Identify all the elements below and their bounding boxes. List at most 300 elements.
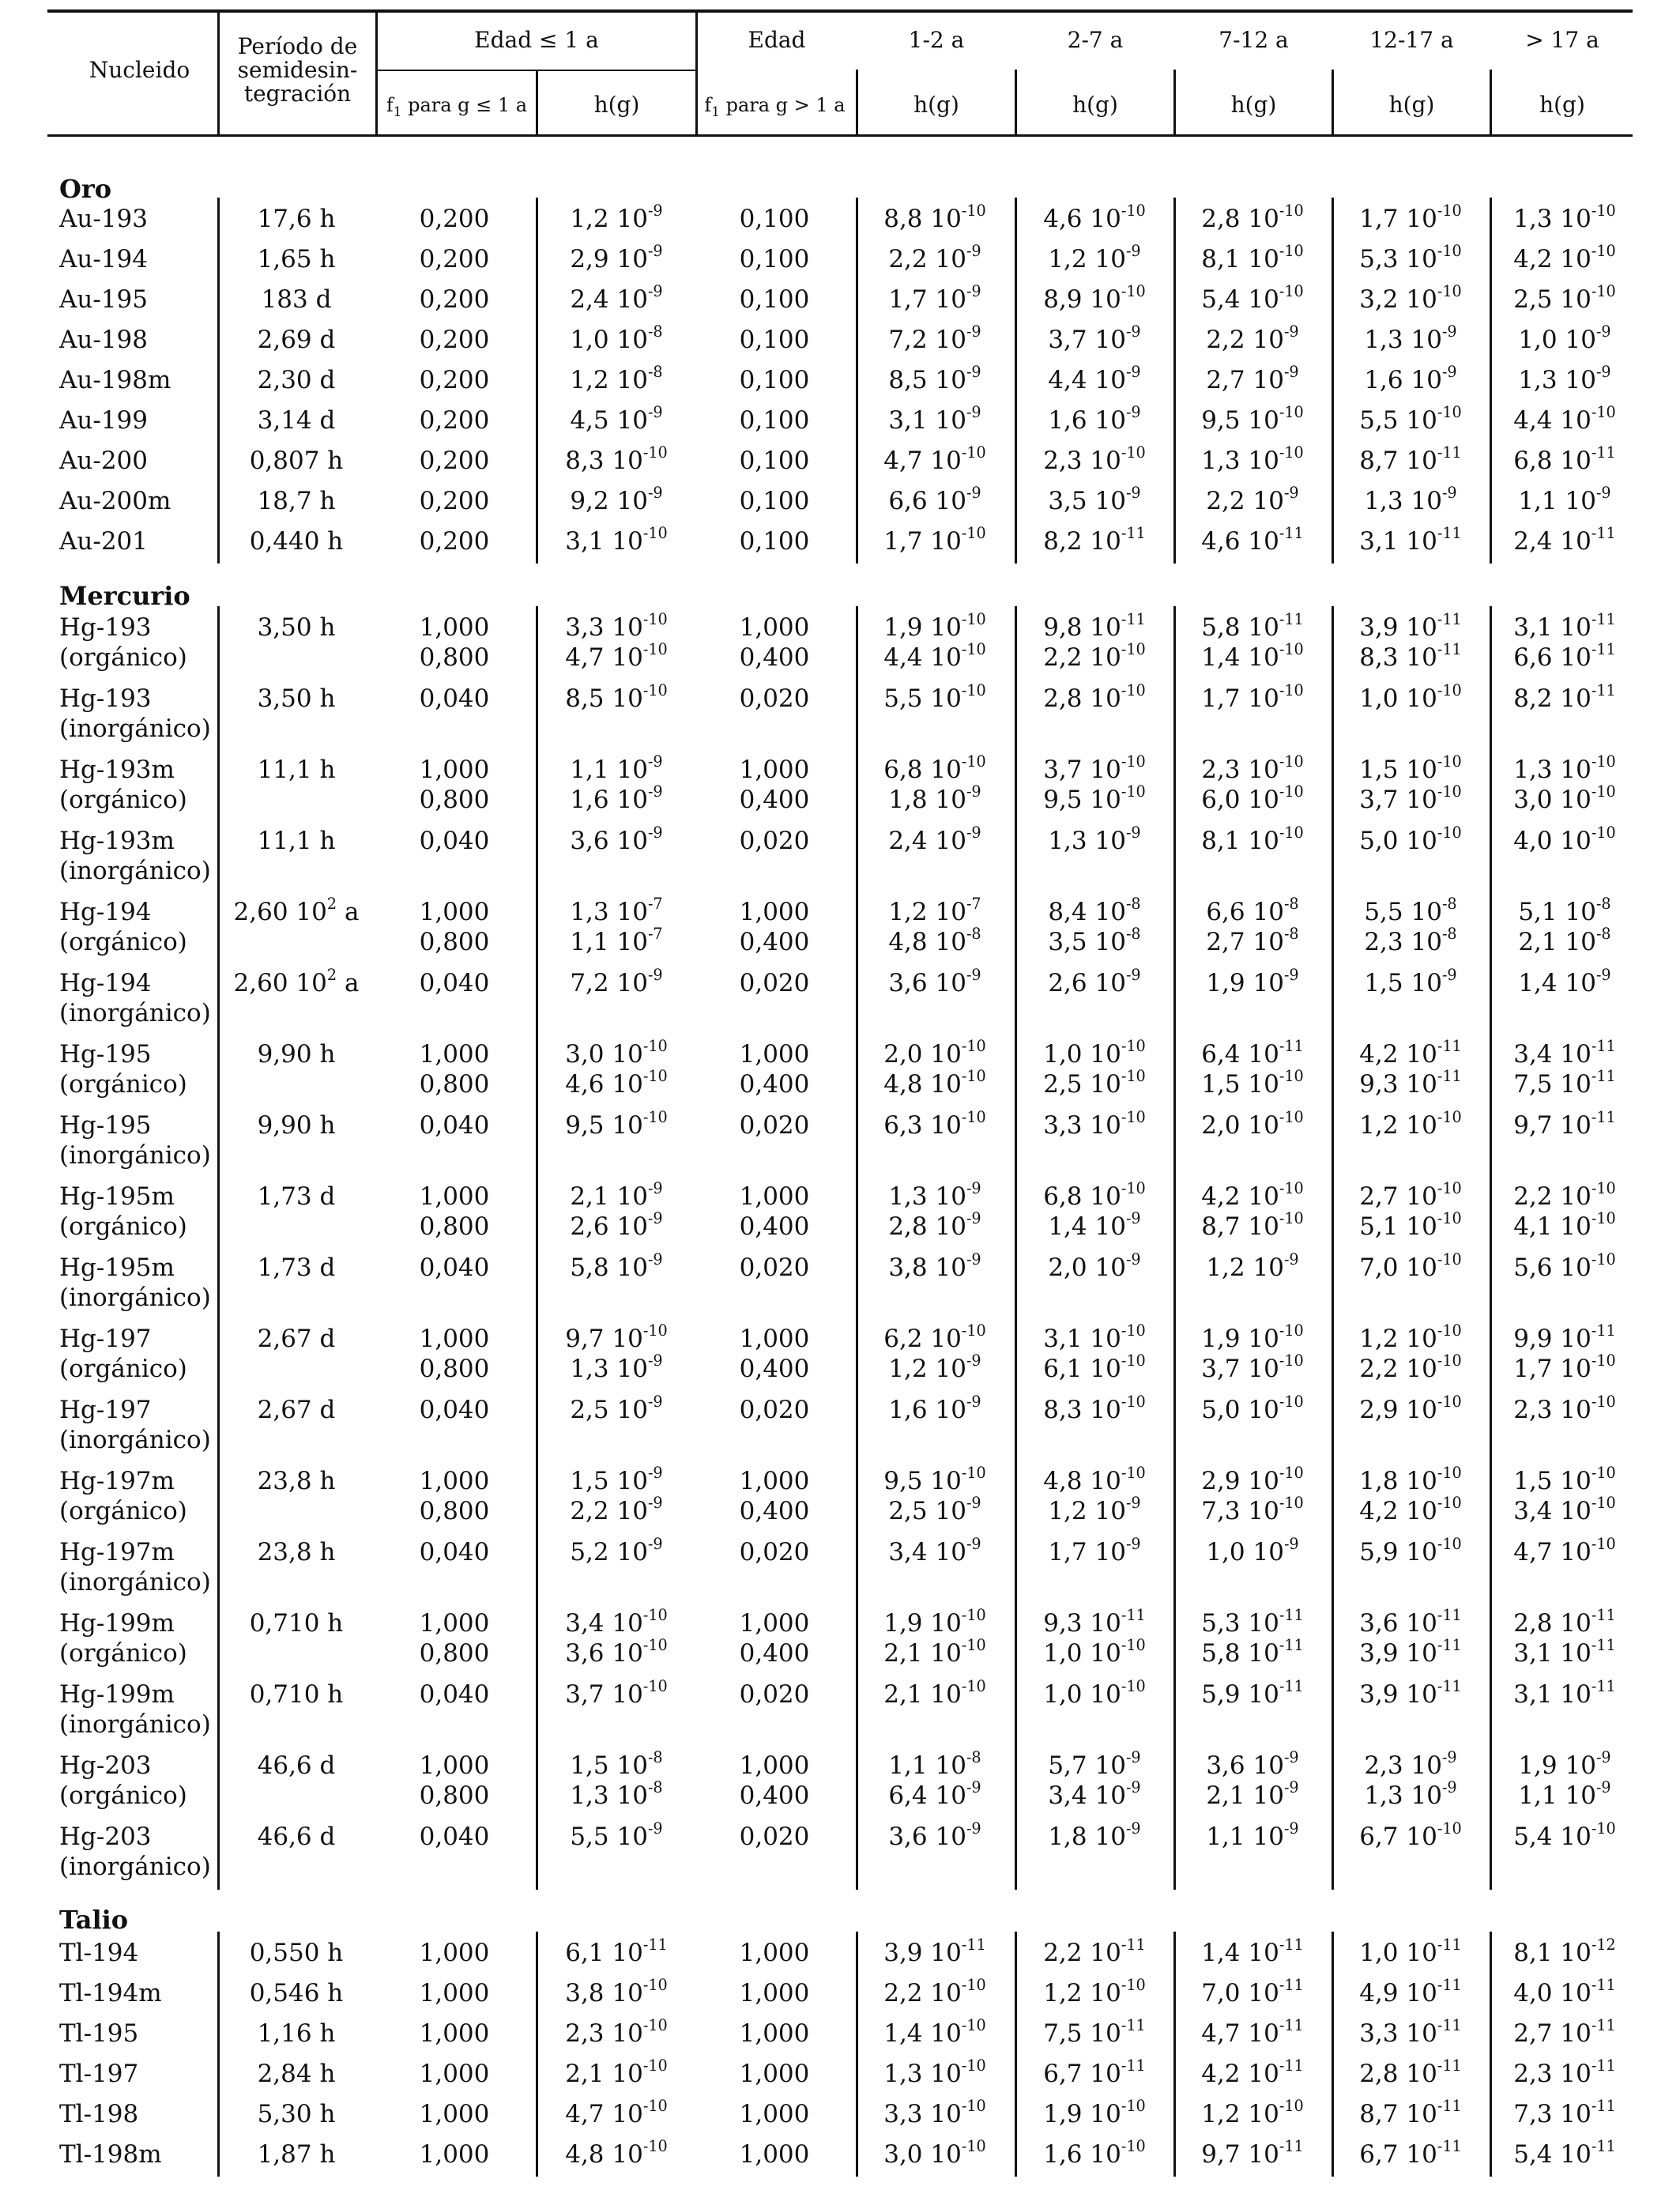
- h5-cell: [1332, 1534, 1490, 1567]
- value-line: [1173, 1463, 1332, 1496]
- value-line: [1173, 1208, 1332, 1242]
- value-line: [537, 924, 695, 957]
- value-mantissa: 3,1 10: [1043, 1325, 1121, 1353]
- half_life-cell: 3,14 d: [257, 406, 336, 435]
- value-mantissa: 1,2 10: [1048, 1497, 1126, 1525]
- h2-cell: [856, 1250, 1014, 1283]
- value-line: [1173, 402, 1332, 435]
- value-exponent: -9: [966, 1493, 981, 1512]
- value-exponent: -9: [1283, 1819, 1299, 1838]
- column-rule: [856, 606, 858, 1890]
- value-mantissa: 5,3 10: [1359, 245, 1437, 273]
- nuclide-cell: [59, 1182, 187, 1242]
- f1a-cell: [375, 1537, 533, 1567]
- value-line: [1173, 1534, 1332, 1567]
- value-exponent: -10: [642, 1635, 668, 1654]
- value-mantissa: 3,3 10: [883, 2100, 962, 2128]
- header-half-life-line: Período de: [237, 33, 358, 59]
- value-mantissa: 2,8 10: [1359, 2060, 1437, 2088]
- value-mantissa: 9,5 10: [1043, 786, 1121, 814]
- value-line: [1173, 609, 1332, 643]
- half_life-cell: 5,30 h: [257, 2100, 336, 2128]
- value-exponent: -10: [1591, 281, 1616, 300]
- h1-cell: [537, 609, 695, 673]
- nuclide-cell: [59, 2059, 138, 2089]
- nuclide-line: Hg-193m: [59, 827, 175, 855]
- h5-cell: [1332, 1935, 1490, 1968]
- value-line: [1015, 894, 1173, 927]
- value-line: [1173, 2056, 1332, 2089]
- value-line: 0,800: [419, 1639, 490, 1668]
- value-line: [1332, 609, 1490, 643]
- value-unit: a: [337, 969, 360, 997]
- value-mantissa: 1,3 10: [1048, 827, 1126, 855]
- value-line: [1015, 1777, 1173, 1811]
- value-mantissa: 1,8 10: [888, 786, 966, 814]
- value-exponent: -9: [966, 1208, 981, 1227]
- value-line: 0,800: [419, 1212, 490, 1241]
- value-line: [537, 680, 695, 714]
- value-line: [1332, 322, 1490, 355]
- h2-cell: [856, 2015, 1014, 2049]
- h3-cell: [1015, 241, 1173, 274]
- value-mantissa: 3,6 10: [565, 1639, 643, 1668]
- h2-cell: [856, 680, 1014, 714]
- h2-cell: [856, 281, 1014, 315]
- value-line: [1332, 823, 1490, 856]
- value-line: [537, 639, 695, 673]
- value-line: [1015, 241, 1173, 274]
- h4-cell: [1173, 1178, 1332, 1242]
- f1a-cell: [375, 1110, 533, 1140]
- value-exponent: -10: [1437, 402, 1462, 421]
- value-line: [537, 2056, 695, 2089]
- value-line: [1332, 1178, 1490, 1212]
- value-mantissa: 3,4 10: [565, 1609, 643, 1638]
- h6-cell: [1486, 1819, 1644, 1852]
- value-line: [856, 924, 1014, 957]
- h6-cell: [1486, 483, 1644, 516]
- value-exponent: -10: [1437, 1107, 1462, 1126]
- half_life-cell: 0,550 h: [249, 1939, 344, 1967]
- value-line: 1,000: [739, 613, 810, 642]
- value-exponent: -10: [642, 2096, 668, 2115]
- value-mantissa: 2,7 10: [1206, 366, 1284, 394]
- value-exponent: -10: [1437, 823, 1462, 842]
- value-exponent: -10: [642, 609, 668, 628]
- nuclide-cell: [59, 2019, 138, 2049]
- value-line: [1015, 1463, 1173, 1496]
- value-mantissa: 2,2 10: [1206, 487, 1284, 515]
- value-exponent: -11: [1121, 609, 1146, 628]
- value-mantissa: 4,8 10: [888, 928, 966, 956]
- f1b-cell: [695, 1679, 853, 1710]
- value-line: [856, 241, 1014, 274]
- h3-cell: [1015, 1534, 1173, 1567]
- value-line: 1,000: [419, 2140, 490, 2169]
- f1b-cell: [695, 755, 853, 815]
- value-exponent: -10: [1121, 1463, 1146, 1482]
- value-line: [537, 1975, 695, 2008]
- value-line: 0,040: [419, 969, 490, 997]
- value-exponent: -7: [647, 894, 663, 913]
- nuclide-line: (orgánico): [59, 1070, 187, 1099]
- nuclide-line: Hg-194: [59, 898, 152, 926]
- value-line: [1015, 823, 1173, 856]
- h2-cell: [856, 894, 1014, 957]
- h2-cell: [856, 2136, 1014, 2169]
- value-line: [1486, 1463, 1644, 1496]
- value-exponent: -8: [1441, 894, 1457, 913]
- h5-cell: [1332, 2015, 1490, 2049]
- value-mantissa: 1,2 10: [1359, 1325, 1437, 1353]
- column-rule: [536, 606, 538, 1890]
- value-mantissa: 1,4 10: [1518, 969, 1596, 997]
- f1b-cell: [695, 204, 853, 234]
- h3-cell: [1015, 1107, 1173, 1140]
- f1b-cell: [695, 684, 853, 714]
- value-mantissa: 1,9 10: [1201, 1325, 1279, 1353]
- value-mantissa: 3,7 10: [1359, 786, 1437, 814]
- header-f1-le1: [378, 93, 536, 117]
- half_life-cell: 23,8 h: [257, 1538, 336, 1566]
- value-line: 1,000: [419, 1609, 490, 1638]
- value-line: [1015, 523, 1173, 556]
- value-line: [856, 201, 1014, 234]
- h5-cell: [1332, 1178, 1490, 1242]
- value-exponent: -10: [642, 1321, 668, 1340]
- value-line: [1173, 362, 1332, 395]
- value-mantissa: 5,0 10: [1359, 827, 1437, 855]
- nuclide-line: Hg-199m: [59, 1609, 175, 1638]
- value-mantissa: 1,5 10: [1513, 1467, 1591, 1495]
- h2-cell: [856, 609, 1014, 673]
- value-exponent: -8: [966, 924, 981, 943]
- value-mantissa: 2,60 10: [233, 969, 327, 997]
- value-line: [1173, 483, 1332, 516]
- value-line: [856, 1493, 1014, 1526]
- value-line: [1332, 894, 1490, 927]
- header-age-le1: Edad ≤ 1 a: [474, 27, 599, 53]
- half_life-cell: 1,73 d: [257, 1253, 336, 1282]
- value-mantissa: 7,0 10: [1201, 1979, 1279, 2007]
- value-line: [1173, 1321, 1332, 1354]
- value-line: [1486, 281, 1644, 315]
- h4-cell: [1173, 1676, 1332, 1710]
- value-line: 0,800: [419, 1781, 490, 1810]
- value-line: [856, 1208, 1014, 1242]
- f1b-cell: [695, 1537, 853, 1567]
- h1-cell: [537, 1036, 695, 1099]
- h5-cell: [1332, 241, 1490, 274]
- value-exponent: -10: [1121, 1635, 1146, 1654]
- value-line: [1332, 965, 1490, 998]
- h4-cell: [1173, 523, 1332, 556]
- h5-cell: [1332, 1605, 1490, 1668]
- value-line: [1173, 1819, 1332, 1852]
- value-line: [1486, 1777, 1644, 1811]
- nuclide-line: Hg-197: [59, 1325, 152, 1353]
- value-line: [1332, 1321, 1490, 1354]
- value-mantissa: 8,4 10: [1048, 898, 1126, 926]
- nuclide-cell: [59, 204, 148, 234]
- nuclide-line: (inorgánico): [59, 999, 211, 1027]
- value-exponent: -11: [1591, 1321, 1616, 1340]
- value-line: 0,100: [739, 326, 810, 354]
- value-exponent: -10: [642, 523, 668, 542]
- value-line: [1173, 523, 1332, 556]
- h1-cell: [537, 402, 695, 435]
- value-exponent: -11: [1279, 609, 1304, 628]
- value-exponent: -9: [1125, 322, 1141, 341]
- h3-cell: [1015, 443, 1173, 476]
- value-line: [1486, 782, 1644, 815]
- value-exponent: -10: [1279, 639, 1304, 658]
- value-exponent: -9: [1125, 483, 1141, 502]
- value-mantissa: 3,4 10: [1048, 1781, 1126, 1810]
- value-exponent: -11: [1437, 1605, 1462, 1624]
- value-line: [856, 1107, 1014, 1140]
- value-mantissa: 7,3 10: [1513, 2100, 1591, 2128]
- f1a-cell: [375, 1182, 533, 1242]
- nuclide-cell: [59, 244, 148, 274]
- f1a-cell: [375, 684, 533, 714]
- value-line: [1015, 924, 1173, 957]
- value-exponent: -8: [1283, 894, 1299, 913]
- h4-cell: [1173, 2056, 1332, 2089]
- value-line: [1486, 1676, 1644, 1710]
- half_life-cell: 0,440 h: [249, 527, 344, 556]
- value-mantissa: 6,7 10: [1043, 2060, 1121, 2088]
- h4-cell: [1173, 402, 1332, 435]
- value-exponent: -11: [1121, 1935, 1146, 1954]
- value-exponent: -10: [961, 201, 986, 220]
- value-exponent: -10: [1591, 402, 1616, 421]
- h1-cell: [537, 1392, 695, 1425]
- h5-cell: [1332, 483, 1490, 516]
- h4-cell: [1173, 1975, 1332, 2008]
- value-mantissa: 4,4 10: [1048, 366, 1126, 394]
- value-mantissa: 1,0 10: [1043, 1680, 1121, 1709]
- value-mantissa: 9,5 10: [883, 1467, 962, 1495]
- value-exponent: -9: [1283, 483, 1299, 502]
- value-line: 0,400: [739, 928, 810, 956]
- h1-cell: [537, 362, 695, 395]
- header-f1-gt1: [694, 93, 856, 117]
- nuclide-line: Tl-198m: [59, 2140, 162, 2169]
- value-line: 1,000: [739, 1979, 810, 2007]
- value-exponent: -10: [1121, 1036, 1146, 1055]
- value-mantissa: 2,5 10: [888, 1497, 966, 1525]
- value-line: [856, 823, 1014, 856]
- value-mantissa: 8,5 10: [888, 366, 966, 394]
- value-mantissa: 1,3 10: [1364, 487, 1442, 515]
- header-age-2-7: 2-7 a: [1067, 27, 1124, 53]
- value-mantissa: 5,6 10: [1513, 1253, 1591, 1282]
- value-exponent: -9: [1125, 1819, 1141, 1838]
- value-exponent: -8: [1125, 924, 1141, 943]
- value-line: [1486, 362, 1644, 395]
- f1b-cell: [695, 2019, 853, 2049]
- value-mantissa: 1,3 10: [570, 1781, 648, 1810]
- value-line: [1332, 201, 1490, 234]
- f1b-cell: [695, 1938, 853, 1968]
- value-line: [1015, 1321, 1173, 1354]
- value-mantissa: 4,7 10: [565, 2100, 643, 2128]
- value-line: 0,020: [739, 1111, 810, 1140]
- value-mantissa: 5,4 10: [1513, 2140, 1591, 2169]
- value-mantissa: 4,2 10: [1201, 1182, 1279, 1211]
- f1-symbol: f: [386, 94, 394, 116]
- nuclide-cell: [59, 365, 171, 395]
- value-line: [1173, 823, 1332, 856]
- value-line: [1486, 1351, 1644, 1384]
- h1-cell: [537, 2056, 695, 2089]
- h5-cell: [1332, 1036, 1490, 1099]
- half_life-cell: [217, 965, 375, 998]
- value-line: [537, 1208, 695, 1242]
- nuclide-line: Hg-195: [59, 1111, 152, 1140]
- value-line: [1332, 924, 1490, 957]
- value-line: 0,040: [419, 1111, 490, 1140]
- value-exponent: -11: [1591, 1975, 1616, 1994]
- nuclide-cell: [59, 613, 187, 673]
- value-mantissa: 4,7 10: [883, 447, 962, 475]
- value-line: [856, 1351, 1014, 1384]
- header-hg: h(g): [593, 92, 640, 118]
- value-mantissa: 9,7 10: [1201, 2140, 1279, 2169]
- half_life-cell: 2,30 d: [257, 366, 336, 394]
- value-line: [856, 2056, 1014, 2089]
- value-exponent: -10: [1437, 1463, 1462, 1482]
- value-line: [1486, 1208, 1644, 1242]
- value-line: [1486, 639, 1644, 673]
- value-exponent: -10: [1121, 1178, 1146, 1197]
- f1b-cell: [695, 486, 853, 516]
- value-exponent: -10: [1279, 443, 1304, 462]
- value-mantissa: 3,9 10: [1359, 1639, 1437, 1668]
- value-line: [1173, 1747, 1332, 1781]
- value-mantissa: 8,8 10: [883, 205, 962, 233]
- value-exponent: -8: [647, 1777, 663, 1796]
- h5-cell: [1332, 894, 1490, 957]
- f1a-cell: [375, 1978, 533, 2008]
- value-exponent: -11: [1437, 1635, 1462, 1654]
- value-line: 0,020: [739, 1253, 810, 1282]
- f1b-cell: [695, 1608, 853, 1668]
- value-mantissa: 1,4 10: [1201, 1939, 1279, 1967]
- value-exponent: -9: [1283, 362, 1299, 381]
- half_life-cell: 46,6 d: [257, 1751, 336, 1780]
- value-exponent: -10: [1437, 782, 1462, 801]
- h2-cell: [856, 1819, 1014, 1852]
- value-line: [1332, 523, 1490, 556]
- value-exponent: -9: [647, 1534, 663, 1553]
- value-line: 1,000: [419, 1040, 490, 1069]
- h2-cell: [856, 523, 1014, 556]
- value-exponent: -10: [1121, 1321, 1146, 1340]
- h3-cell: [1015, 201, 1173, 234]
- header-age-7-12: 7-12 a: [1219, 27, 1289, 53]
- value-line: [856, 1676, 1014, 1710]
- value-mantissa: 4,8 10: [883, 1070, 962, 1099]
- nuclide-cell: [59, 1978, 162, 2008]
- value-line: [856, 483, 1014, 516]
- value-mantissa: 2,3 10: [1364, 928, 1442, 956]
- value-line: [856, 2096, 1014, 2129]
- value-mantissa: 6,8 10: [1513, 447, 1591, 475]
- value-exponent: -9: [1283, 1250, 1299, 1269]
- h4-cell: [1173, 2096, 1332, 2129]
- h2-cell: [856, 823, 1014, 856]
- h4-cell: [1173, 201, 1332, 234]
- h3-cell: [1015, 2136, 1173, 2169]
- value-exponent: -10: [1121, 2136, 1146, 2155]
- value-line: [1015, 1392, 1173, 1425]
- value-exponent: -11: [1437, 523, 1462, 542]
- nuclide-line: Au-198m: [59, 366, 171, 394]
- value-mantissa: 3,3 10: [1359, 2019, 1437, 2048]
- h4-cell: [1173, 965, 1332, 998]
- nuclide-cell: [59, 1938, 138, 1968]
- nuclide-line: (orgánico): [59, 1355, 187, 1383]
- value-line: [1015, 281, 1173, 315]
- h6-cell: [1486, 2015, 1644, 2049]
- value-exponent: -11: [1437, 1676, 1462, 1695]
- value-exponent: -11: [1121, 523, 1146, 542]
- nuclide-cell: [59, 2139, 162, 2169]
- f1a-cell: [375, 613, 533, 673]
- value-exponent: -11: [1437, 1036, 1462, 1055]
- value-line: [1173, 281, 1332, 315]
- h2-cell: [856, 1676, 1014, 1710]
- h5-cell: [1332, 2136, 1490, 2169]
- h2-cell: [856, 1392, 1014, 1425]
- value-exponent: -10: [1437, 752, 1462, 771]
- value-line: 0,800: [419, 786, 490, 814]
- h3-cell: [1015, 2056, 1173, 2089]
- value-exponent: -9: [966, 1250, 981, 1269]
- value-mantissa: 8,3 10: [1043, 1396, 1121, 1424]
- h6-cell: [1486, 1178, 1644, 1242]
- value-exponent: -10: [1279, 1351, 1304, 1370]
- value-line: 1,000: [739, 898, 810, 926]
- h5-cell: [1332, 2096, 1490, 2129]
- value-line: [1486, 1250, 1644, 1283]
- nuclide-cell: [59, 968, 211, 1028]
- value-exponent: -11: [1437, 1975, 1462, 1994]
- value-line: 1,000: [739, 2019, 810, 2048]
- value-line: [537, 1605, 695, 1638]
- f1a-cell: [375, 755, 533, 815]
- value-line: [1015, 680, 1173, 714]
- value-line: [1015, 1178, 1173, 1212]
- value-line: [537, 1250, 695, 1283]
- h6-cell: [1486, 965, 1644, 998]
- value-exponent: -10: [1121, 680, 1146, 699]
- value-exponent: -11: [1437, 1935, 1462, 1954]
- value-mantissa: 6,8 10: [883, 756, 962, 784]
- f1a-cell: [375, 526, 533, 556]
- value-mantissa: 2,8 10: [1043, 684, 1121, 713]
- h2-cell: [856, 1463, 1014, 1526]
- column-rule: [536, 198, 538, 564]
- value-line: [1486, 823, 1644, 856]
- value-line: [1015, 1935, 1173, 1968]
- value-exponent: -10: [642, 680, 668, 699]
- value-exponent: -11: [1591, 1107, 1616, 1126]
- value-exponent: -10: [1121, 2096, 1146, 2115]
